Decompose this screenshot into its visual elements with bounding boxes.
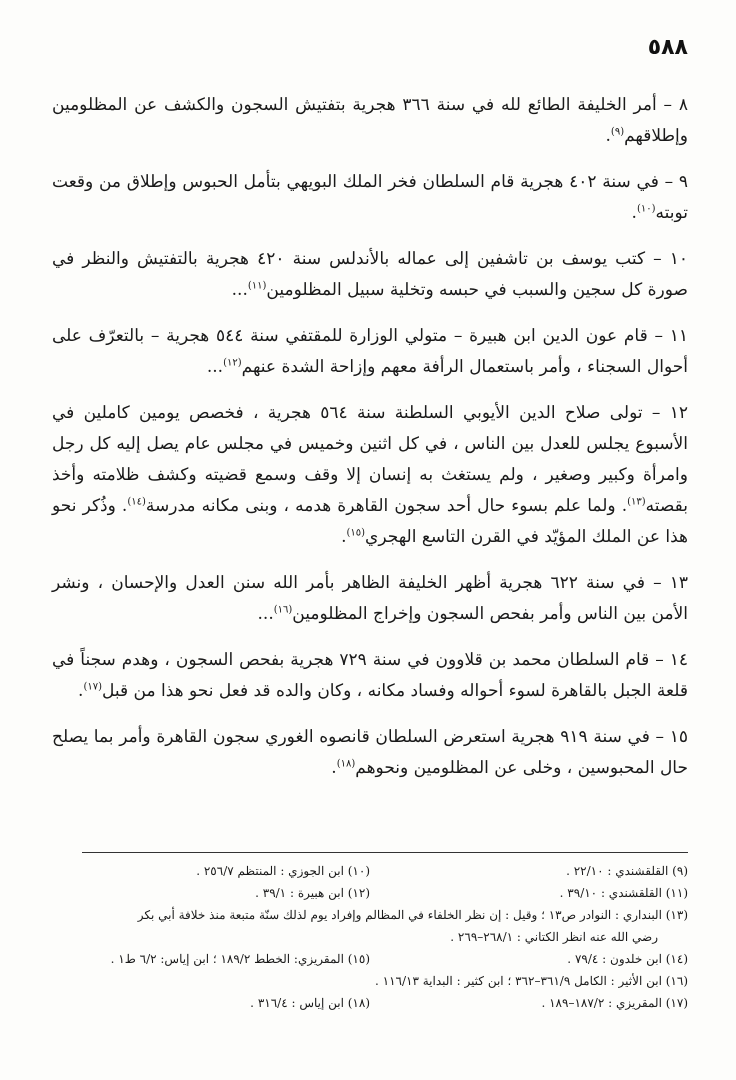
footnote-row [52,860,688,882]
footnote-17: (١٧) المقريزي : ١٨٧/٢–١٨٩ . [541,996,688,1010]
paragraph-tail: . [78,681,84,701]
footnote-ref: (١١) [247,280,267,292]
footnote-16: (١٦) ابن الأثير : الكامل ٣٦١/٩–٣٦٢ ؛ ابن كثير : البداية ١١٦/١٣ . [375,974,688,988]
footnote-ref: (١٨) [336,758,356,770]
paragraph-tail: ... [231,280,248,300]
footnote-ref: (١٦) [273,604,293,616]
paragraph-text: ١٠ – كتب يوسف بن تاشفين إلى عماله بالأندلس سنة ٤٢٠ هجرية بالتفتيش والنظر في صورة كل سجين والسبب في حبسه وتخلية سبيل المظلومين [52,249,688,300]
paragraph-14 [52,645,688,707]
footnote-10: (١٠) ابن الجوزي : المنتظم ٢٥٦/٧ . [196,864,370,878]
paragraph-text: ١٣ – في سنة ٦٢٢ هجرية أظهر الخليفة الظاهر بأمر الله سنن العدل والإحسان ، ونشر الأمن بين الناس وأمر بفحص السجون وإخراج المظلومين [52,573,688,624]
paragraph-text: ٩ – في سنة ٤٠٢ هجرية قام السلطان فخر الملك البويهي بتأمل الحبوس وإطلاق من وقعت توبته [52,172,688,223]
footnote-row [52,904,688,926]
paragraph-tail: . [605,126,611,146]
footnote-18: (١٨) ابن إياس : ٣١٦/٤ . [250,996,370,1010]
paragraph-10 [52,244,688,306]
paragraph-text: ١٤ – قام السلطان محمد بن قلاوون في سنة ٧٢٩ هجرية بفحص السجون ، وهدم سجناً في قلعة الجبل بالقاهرة لسوء أحواله وفساد مكانه ، وكان والده قد فعل نحو هذا من قبل [52,650,688,701]
paragraph-text: ١٥ – في سنة ٩١٩ هجرية استعرض السلطان قانصوه الغوري سجون القاهرة وأمر بما يصلح حال المحبوسين ، وخلى عن المظلومين ونحوهم [52,727,688,778]
footnote-ref: (١٥) [346,527,366,539]
footnote-ref: (١٧) [83,681,103,693]
paragraph-tail: . [341,527,347,547]
paragraph-11 [52,321,688,383]
footnotes-divider [82,852,688,853]
footnote-11: (١١) القلقشندي : ٣٩/١٠ . [559,886,688,900]
paragraph-tail: . [631,203,637,223]
page-number: ٥٨٨ [647,35,688,60]
paragraph-15 [52,722,688,784]
footnote-ref: (٩) [610,126,625,138]
footnote-ref: (١٤) [127,496,146,508]
paragraph-13 [52,568,688,630]
paragraph-12 [52,398,688,553]
footnote-ref: (١٠) [636,203,656,215]
footnote-15: (١٥) المقريزي: الخطط ١٨٩/٢ ؛ ابن إياس: ٦/٢ ط١ . [110,952,370,966]
footnote-12: (١٢) ابن هبيرة : ٣٩/١ . [255,886,370,900]
paragraph-text: ١٢ – تولى صلاح الدين الأيوبي السلطنة سنة ٥٦٤ هجرية ، فخصص يومين كاملين في الأسبوع يجلس للعدل بين الناس ، في كل اثنين وخميس في مجلس عام يصل إليه كل رجل وامرأة وكبير وصغير ، ولم يستغث به إنسان إلا وقف وسمع قضيته وكشف ظلامته وأخذ بقصته [52,403,688,516]
footnotes [52,860,688,1014]
main-text [52,90,688,799]
footnote-row [52,970,688,992]
paragraph-text-2: . ولما علم بسوء حال أحد سجون القاهرة هدمه ، وبنى مكانه مدرسة [145,496,628,516]
footnote-9: (٩) القلقشندي : ٢٢/١٠ . [566,864,688,878]
paragraph-text: ٨ – أمر الخليفة الطائع لله في سنة ٣٦٦ هجرية بتفتيش السجون والكشف عن المظلومين وإطلاقهم [52,95,688,146]
footnote-row [52,926,688,948]
paragraph-text: ١١ – قام عون الدين ابن هبيرة – متولي الوزارة للمقتفي سنة ٥٤٤ هجرية – بالتعرّف على أحوال السجناء ، وأمر باستعمال الرأفة معهم وإزاحة الشدة عنهم [52,326,688,377]
footnote-row [52,948,688,970]
footnote-row [52,992,688,1014]
footnote-ref: (١٣) [627,496,646,508]
paragraph-tail: ... [206,357,224,377]
book-page [52,30,688,1060]
footnote-ref: (١٢) [223,357,242,369]
footnote-14: (١٤) ابن خلدون : ٧٩/٤ . [567,952,688,966]
paragraph-tail: . [331,758,337,778]
paragraph-8 [52,90,688,152]
paragraph-tail: ... [257,604,274,624]
footnote-13: (١٣) البنداري : النوادر ص١٣ ؛ وقيل : إن نظر الخلفاء في المظالم وإفراد يوم لذلك سنّة متبعة منذ خلافة أبي بكر [137,908,688,922]
footnote-13-continued: رضي الله عنه انظر الكتاني : ٢٦٨/١–٢٦٩ . [450,930,658,944]
footnote-row [52,882,688,904]
paragraph-text-3: . وذُكر نحو هذا عن الملك المؤيّد في القرن التاسع الهجري [52,496,688,547]
paragraph-9 [52,167,688,229]
